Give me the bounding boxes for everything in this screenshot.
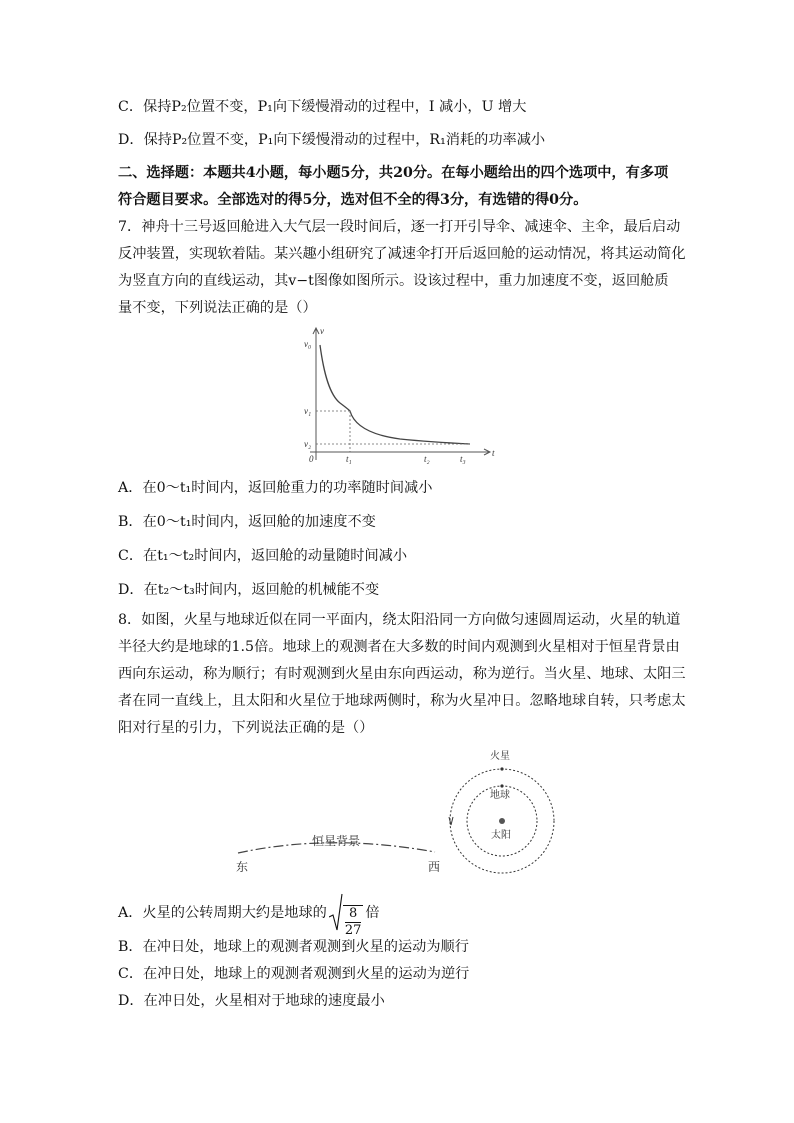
q8-label-east: 东 [236,860,249,874]
radical-icon [329,893,343,933]
q6-option-c [118,96,526,118]
q7-label-t1: t₁ [346,454,352,464]
q8-option-d: D．在冲日处，火星相对于地球的速度最小 [118,993,385,1009]
q7-stem-line4: 量不变，下列说法正确的是（） [118,300,317,316]
q8-option-a-suffix: 倍 [365,905,380,921]
q8-mars [500,767,503,770]
q7-label-v2: v₂ [304,439,312,449]
q6-option-c-text: C．保持P₂位置不变，P₁向下缓慢滑动的过程中， [118,99,429,115]
q7-option-a: A．在0～t₁时间内，返回舱重力的功率随时间减小 [118,480,433,496]
q7-label-t: t [492,448,495,458]
q7-label-v1: v₁ [304,406,312,416]
q7-label-v0: v₀ [304,339,312,349]
q8-label-sun: 太阳 [491,830,511,841]
q8-option-a-numerator: 8 [349,906,358,921]
q6-option-d-tail: R₁消耗的功率减小 [429,132,546,148]
q7-label-v: v [320,326,324,336]
q7-option-b: B．在0～t₁时间内，返回舱的加速度不变 [118,514,376,530]
q7-option-d: D．在t₂～t₃时间内，返回舱的机械能不变 [118,582,380,598]
q8-label-earth: 地球 [490,790,510,801]
q8-label-background: 恒星背景 [312,834,361,848]
q6-option-d [118,129,545,151]
q8-option-c: C．在冲日处，地球上的观测者观测到火星的运动为逆行 [118,966,470,982]
q8-option-a-denominator: 27 [344,923,362,938]
q8-sun [499,818,505,824]
q8-option-b: B．在冲日处，地球上的观测者观测到火星的运动为顺行 [118,939,469,955]
q8-label-west: 西 [428,860,441,874]
q8-option-a-fraction [343,905,364,939]
q6-option-d-text: D．保持P₂位置不变，P₁向下缓慢滑动的过程中， [118,132,430,148]
q6-option-c-tail: I 减小，U 增大 [428,99,527,115]
section2-line1: 二、选择题：本题共4小题，每小题5分，共20分。在每小题给出的四个选项中，有多项 [118,165,669,181]
q7-label-origin: 0 [309,454,314,464]
q8-stem-line5: 阳对行星的引力，下列说法正确的是（） [118,720,374,736]
q8-option-a [118,893,380,938]
q8-option-a-sqrt [329,893,364,938]
q8-orbit-figure [230,745,560,885]
q8-stem-line4: 者在同一直线上，且太阳和火星位于地球两侧时，称为火星冲日。忽略地球自转，只考虑太 [118,693,686,709]
q7-vt-curve [320,345,470,444]
q7-vt-graph [300,325,500,465]
q8-option-a-text: A．火星的公转周期大约是地球的 [118,905,327,921]
q7-stem-line1: 7．神舟十三号返回舱进入大气层一段时间后，逐一打开引导伞、减速伞、主伞，最后启动 [118,219,681,235]
q8-stem-line1: 8．如图，火星与地球近似在同一平面内，绕太阳沿同一方向做匀速圆周运动，火星的轨道 [118,612,681,628]
q7-label-t3: t₃ [460,454,466,464]
q8-earth [500,784,503,787]
q8-stem-line2: 半径大约是地球的1.5倍。地球上的观测者在大多数的时间内观测到火星相对于恒星背景由 [118,639,680,655]
q7-stem-line2: 反冲装置，实现软着陆。某兴趣小组研究了减速伞打开后返回舱的运动情况，将其运动简化 [118,246,686,262]
q7-stem-line3: 为竖直方向的直线运动，其v−t图像如图所示。设该过程中，重力加速度不变，返回舱质 [118,273,669,289]
q7-label-t2: t₂ [424,454,430,464]
q7-option-c: C．在t₁～t₂时间内，返回舱的动量随时间减小 [118,548,408,564]
q8-stem-line3: 西向东运动，称为顺行；有时观测到火星由东向西运动，称为逆行。当火星、地球、太阳三 [118,666,686,682]
section2-line2: 符合题目要求。全部选对的得5分，选对但不全的得3分，有选错的得0分。 [118,192,588,208]
q8-label-mars: 火星 [490,751,510,762]
